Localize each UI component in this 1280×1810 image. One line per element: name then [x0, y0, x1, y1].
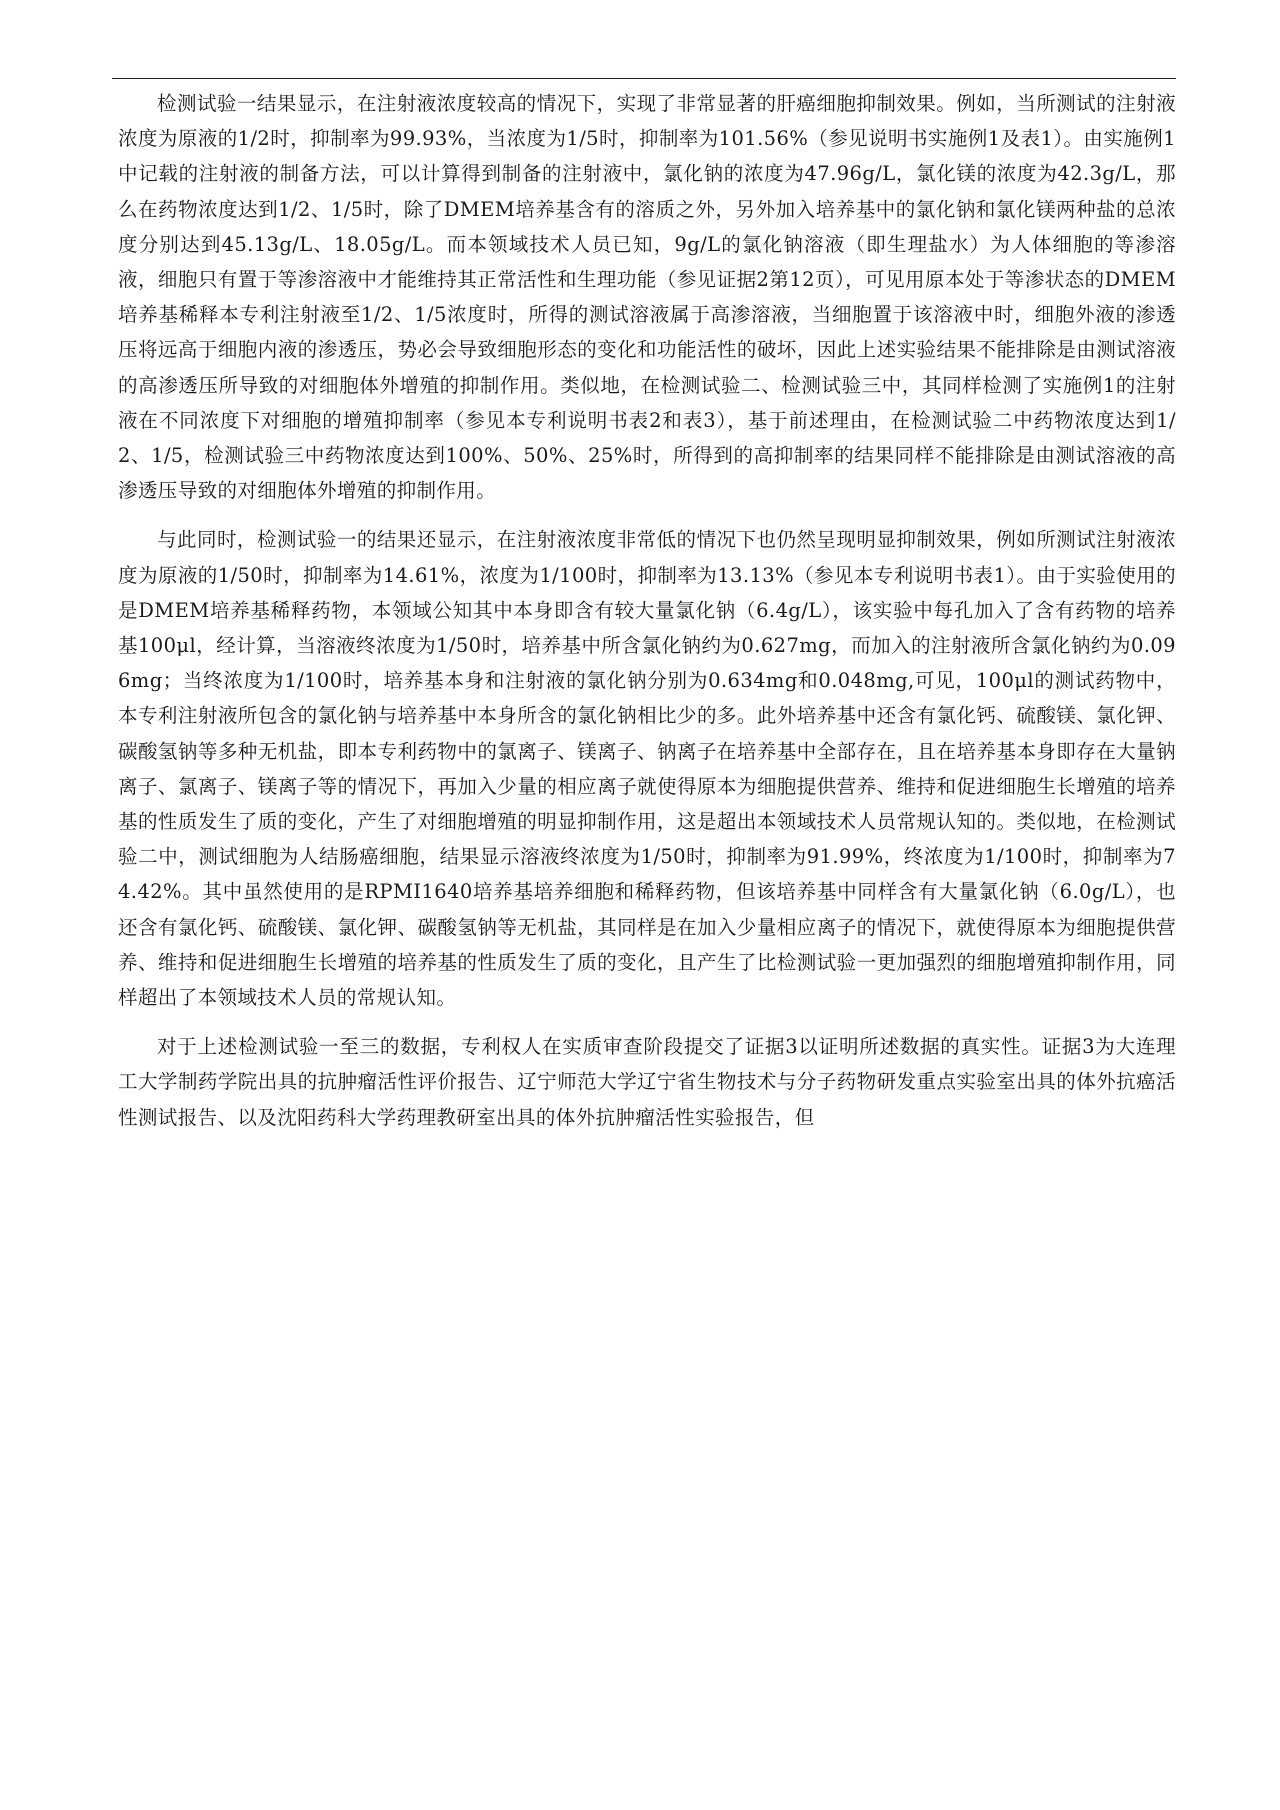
document-body — [118, 86, 1176, 1149]
header-rule — [112, 78, 1176, 79]
paragraph-evidence-three: 对于上述检测试验一至三的数据，专利权人在实质审查阶段提交了证据3以证明所述数据的真实性。证据3为大连理工大学制药学院出具的抗肿瘤活性评价报告、辽宁师范大学辽宁省生物技术与分子药物研发重点实验室出具的体外抗癌活性测试报告、以及沈阳药科大学药理教研室出具的体外抗肿瘤活性实验报告，但 — [118, 1035, 1176, 1129]
paragraph-test-one-low-concentration: 与此同时，检测试验一的结果还显示，在注射液浓度非常低的情况下也仍然呈现明显抑制效果，例如所测试注射液浓度为原液的1/50时，抑制率为14.61%，浓度为1/100时，抑制率为13.13%（参见本专利说明书表1）。由于实验使用的是DMEM培养基稀释药物，本领域公知其中本身即含有较大量氯化钠（6.4g/L），该实验中每孔加入了含有药物的培养基100μl，经计算，当溶液终浓度为1/50时，培养基中所含氯化钠约为0.627mg，而加入的注射液所含氯化钠约为0.096mg；当终浓度为1/100时，培养基本身和注射液的氯化钠分别为0.634mg和0.048mg,可见，100μl的测试药物中，本专利注射液所包含的氯化钠与培养基中本身所含的氯化钠相比少的多。此外培养基中还含有氯化钙、硫酸镁、氯化钾、碳酸氢钠等多种无机盐，即本专利药物中的氯离子、镁离子、钠离子在培养基中全部存在，且在培养基本身即存在大量钠离子、氯离子、镁离子等的情况下，再加入少量的相应离子就使得原本为细胞提供营养、维持和促进细胞生长增殖的培养基的性质发生了质的变化，产生了对细胞增殖的明显抑制作用，这是超出本领域技术人员常规认知的。类似地，在检测试验二中，测试细胞为人结肠癌细胞，结果显示溶液终浓度为1/50时，抑制率为91.99%，终浓度为1/100时，抑制率为74.42%。其中虽然使用的是RPMI1640培养基培养细胞和稀释药物，但该培养基中同样含有大量氯化钠（6.0g/L），也还含有氯化钙、硫酸镁、氯化钾、碳酸氢钠等无机盐，其同样是在加入少量相应离子的情况下，就使得原本为细胞提供营养、维持和促进细胞生长增殖的培养基的性质发生了质的变化，且产生了比检测试验一更加强烈的细胞增殖抑制作用，同样超出了本领域技术人员的常规认知。 — [118, 528, 1176, 1010]
paragraph-test-one-high-concentration: 检测试验一结果显示，在注射液浓度较高的情况下，实现了非常显著的肝癌细胞抑制效果。例如，当所测试的注射液浓度为原液的1/2时，抑制率为99.93%，当浓度为1/5时，抑制率为101.56%（参见说明书实施例1及表1）。由实施例1中记载的注射液的制备方法，可以计算得到制备的注射液中，氯化钠的浓度为47.96g/L，氯化镁的浓度为42.3g/L，那么在药物浓度达到1/2、1/5时，除了DMEM培养基含有的溶质之外，另外加入培养基中的氯化钠和氯化镁两种盐的总浓度分别达到45.13g/L、18.05g/L。而本领域技术人员已知，9g/L的氯化钠溶液（即生理盐水）为人体细胞的等渗溶液，细胞只有置于等渗溶液中才能维持其正常活性和生理功能（参见证据2第12页），可见用原本处于等渗状态的DMEM培养基稀释本专利注射液至1/2、1/5浓度时，所得的测试溶液属于高渗溶液，当细胞置于该溶液中时，细胞外液的渗透压将远高于细胞内液的渗透压，势必会导致细胞形态的变化和功能活性的破坏，因此上述实验结果不能排除是由测试溶液的高渗透压所导致的对细胞体外增殖的抑制作用。类似地，在检测试验二、检测试验三中，其同样检测了实施例1的注射液在不同浓度下对细胞的增殖抑制率（参见本专利说明书表2和表3），基于前述理由，在检测试验二中药物浓度达到1/2、1/5，检测试验三中药物浓度达到100%、50%、25%时，所得到的高抑制率的结果同样不能排除是由测试溶液的高渗透压导致的对细胞体外增殖的抑制作用。 — [118, 92, 1176, 503]
